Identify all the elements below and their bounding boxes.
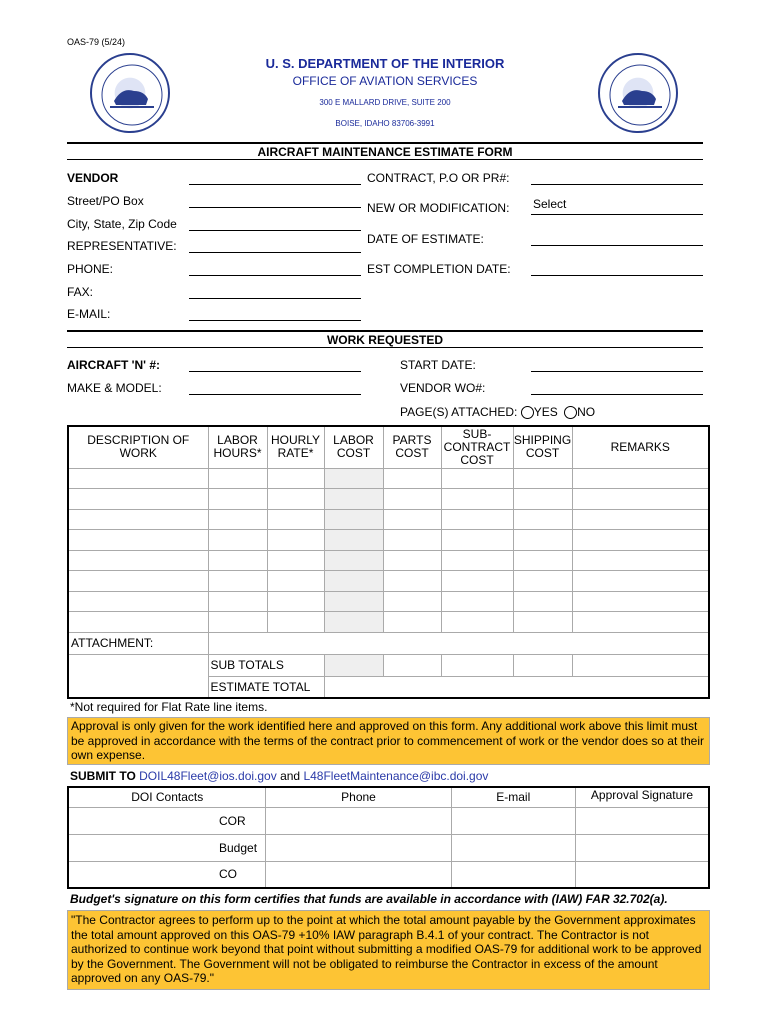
cell-labor-hours[interactable] (208, 468, 267, 489)
completion-date-field[interactable] (531, 275, 703, 276)
contacts-table (67, 786, 710, 889)
attachment-field[interactable] (208, 632, 709, 654)
cell-remarks[interactable] (572, 550, 709, 571)
cell-hourly-rate[interactable] (267, 468, 324, 489)
cell-subcontract-cost[interactable] (441, 550, 513, 571)
cell-parts-cost[interactable] (383, 468, 441, 489)
street-field[interactable] (189, 207, 361, 208)
col-subcontract-cost: SUB-CONTRACT COST (441, 426, 513, 468)
co-phone[interactable] (266, 861, 451, 888)
attachment-label: ATTACHMENT: (68, 632, 208, 654)
budget-signature[interactable] (575, 834, 709, 861)
col-phone: Phone (266, 787, 451, 807)
cell-parts-cost[interactable] (383, 489, 441, 510)
city-label: City, State, Zip Code (67, 217, 177, 231)
work-row (68, 489, 709, 510)
cell-hourly-rate[interactable] (267, 509, 324, 530)
cell-description[interactable] (68, 468, 208, 489)
agency-name: U. S. DEPARTMENT OF THE INTERIOR (265, 56, 505, 71)
submit-email-1[interactable]: DOIL48Fleet@ios.doi.gov (139, 769, 277, 783)
subtotal-parts (383, 654, 441, 676)
cor-phone[interactable] (266, 807, 451, 834)
col-doi-contacts: DOI Contacts (68, 787, 266, 807)
cell-subcontract-cost[interactable] (441, 489, 513, 510)
cell-description[interactable] (68, 530, 208, 551)
cell-hourly-rate[interactable] (267, 571, 324, 592)
representative-field[interactable] (189, 252, 361, 253)
col-email: E-mail (451, 787, 575, 807)
no-label: NO (577, 405, 596, 419)
cell-shipping-cost[interactable] (513, 550, 572, 571)
cell-hourly-rate[interactable] (267, 591, 324, 612)
cell-labor-hours[interactable] (208, 612, 267, 633)
work-row (68, 612, 709, 633)
cell-labor-cost (324, 489, 383, 510)
doi-seal-right (598, 53, 678, 133)
co-signature[interactable] (575, 861, 709, 888)
cell-hourly-rate[interactable] (267, 530, 324, 551)
cell-remarks[interactable] (572, 591, 709, 612)
contract-field[interactable] (531, 184, 703, 185)
subtotals-label: SUB TOTALS (208, 654, 324, 676)
estimate-total-row (68, 676, 709, 698)
office-name: OFFICE OF AVIATION SERVICES (292, 74, 478, 88)
vendor-label: VENDOR (67, 171, 119, 185)
start-date-label: START DATE: (400, 358, 476, 372)
make-model-label: MAKE & MODEL: (67, 381, 162, 395)
pages-attached-label: PAGE(S) ATTACHED: (400, 405, 518, 419)
contact-row-cor (68, 807, 709, 834)
work-row (68, 571, 709, 592)
pages-attached-row (400, 405, 595, 419)
col-parts-cost: PARTS COST (383, 426, 441, 468)
phone-label: PHONE: (67, 262, 114, 276)
date-of-estimate-field[interactable] (531, 245, 703, 246)
cell-labor-hours[interactable] (208, 591, 267, 612)
cell-shipping-cost[interactable] (513, 489, 572, 510)
col-remarks: REMARKS (572, 426, 709, 468)
cor-email[interactable] (451, 807, 575, 834)
cell-description[interactable] (68, 509, 208, 530)
letterhead (170, 56, 600, 128)
form-id: OAS-79 (5/24) (67, 37, 126, 47)
representative-label: REPRESENTATIVE: (67, 239, 177, 253)
cell-remarks[interactable] (572, 571, 709, 592)
col-shipping-cost: SHIPPING COST (513, 426, 572, 468)
cell-labor-cost (324, 612, 383, 633)
cell-parts-cost[interactable] (383, 612, 441, 633)
no-radio[interactable] (564, 406, 577, 419)
cell-hourly-rate[interactable] (267, 550, 324, 571)
cell-labor-cost (324, 530, 383, 551)
doi-seal-left (90, 53, 170, 133)
make-model-field[interactable] (189, 394, 361, 395)
date-of-estimate-label: DATE OF ESTIMATE: (367, 232, 484, 246)
cell-subcontract-cost[interactable] (441, 591, 513, 612)
cell-remarks[interactable] (572, 468, 709, 489)
new-or-modification-underline (531, 214, 703, 215)
subtotal-labor (324, 654, 383, 676)
cell-labor-hours[interactable] (208, 550, 267, 571)
cell-remarks[interactable] (572, 509, 709, 530)
email-label: E-MAIL: (67, 307, 111, 321)
subtotals-row (68, 654, 709, 676)
fax-label: FAX: (67, 285, 94, 299)
vendor-wo-field[interactable] (531, 394, 703, 395)
cell-labor-hours[interactable] (208, 509, 267, 530)
work-row (68, 509, 709, 530)
submit-label: SUBMIT TO (70, 769, 136, 783)
cell-parts-cost[interactable] (383, 530, 441, 551)
yes-label: YES (533, 405, 558, 419)
table-header-row (68, 426, 709, 468)
cell-description[interactable] (68, 591, 208, 612)
attachment-row (68, 632, 709, 654)
yes-radio[interactable] (521, 406, 534, 419)
phone-field[interactable] (189, 275, 361, 276)
work-row (68, 468, 709, 489)
contact-row-co (68, 861, 709, 888)
completion-date-label: EST COMPLETION DATE: (367, 262, 511, 276)
cell-shipping-cost[interactable] (513, 530, 572, 551)
aircraft-n-field[interactable] (189, 371, 361, 372)
cell-remarks[interactable] (572, 489, 709, 510)
work-row (68, 550, 709, 571)
cell-subcontract-cost[interactable] (441, 530, 513, 551)
contact-role-co: CO (68, 861, 266, 888)
cell-hourly-rate[interactable] (267, 489, 324, 510)
contact-row-budget (68, 834, 709, 861)
cell-description[interactable] (68, 612, 208, 633)
col-labor-cost: LABOR COST (324, 426, 383, 468)
subtotal-subcontract (441, 654, 513, 676)
subtotal-remarks (572, 654, 709, 676)
cell-labor-hours[interactable] (208, 489, 267, 510)
budget-phone[interactable] (266, 834, 451, 861)
cell-labor-cost (324, 591, 383, 612)
cell-labor-cost (324, 468, 383, 489)
address-line1: 300 E MALLARD DRIVE, SUITE 200 (319, 98, 451, 107)
cell-description[interactable] (68, 550, 208, 571)
co-email[interactable] (451, 861, 575, 888)
cell-remarks[interactable] (572, 612, 709, 633)
cell-shipping-cost[interactable] (513, 571, 572, 592)
cell-labor-hours[interactable] (208, 571, 267, 592)
budget-email[interactable] (451, 834, 575, 861)
aircraft-n-label: AIRCRAFT 'N' #: (67, 358, 161, 372)
estimate-total-label: ESTIMATE TOTAL (208, 676, 324, 698)
subtotal-shipping (513, 654, 572, 676)
work-row (68, 530, 709, 551)
contact-role-budget: Budget (68, 834, 266, 861)
cell-parts-cost[interactable] (383, 550, 441, 571)
submit-email-2[interactable]: L48FleetMaintenance@ibc.doi.gov (303, 769, 489, 783)
contract-label: CONTRACT, P.O OR PR#: (367, 171, 510, 185)
cell-labor-cost (324, 550, 383, 571)
cell-parts-cost[interactable] (383, 509, 441, 530)
contractor-note: "The Contractor agrees to perform up to the point at which the total amount payable by the Government approximates the total amount approved on this OAS-79 +10% IAW paragraph B.4.1 of your contract. The Contractor is not authorized to continue work beyond that point without submitting a modified OAS-79 for additional work to be approved by the Government. The Government will not be obligated to reimburse the Contractor in excess of the amount approved on any OAS-79." (67, 910, 710, 990)
fax-field[interactable] (189, 298, 361, 299)
new-or-modification-select[interactable]: Select (533, 197, 567, 211)
estimate-total-value (324, 676, 709, 698)
cell-description[interactable] (68, 489, 208, 510)
email-field[interactable] (189, 320, 361, 321)
form-title: AIRCRAFT MAINTENANCE ESTIMATE FORM (67, 142, 703, 160)
cell-subcontract-cost[interactable] (441, 468, 513, 489)
work-table (67, 425, 710, 699)
cell-subcontract-cost[interactable] (441, 509, 513, 530)
work-requested-title: WORK REQUESTED (67, 330, 703, 348)
cell-parts-cost[interactable] (383, 591, 441, 612)
cell-subcontract-cost[interactable] (441, 571, 513, 592)
contacts-header-row (68, 787, 709, 807)
new-or-modification-label: NEW OR MODIFICATION: (367, 201, 510, 215)
cell-labor-hours[interactable] (208, 530, 267, 551)
col-description: DESCRIPTION OF WORK (68, 426, 208, 468)
cell-description[interactable] (68, 571, 208, 592)
contact-role-cor: COR (68, 807, 266, 834)
cell-labor-cost (324, 509, 383, 530)
cell-shipping-cost[interactable] (513, 612, 572, 633)
address-line2: BOISE, IDAHO 83706-3991 (335, 119, 435, 128)
approval-note: Approval is only given for the work identified here and approved on this form. Any additional work above this limit must be approved in accordance with the terms of the contract prior to commencement of work or the vendor does so at their own expense. (67, 717, 710, 765)
city-field[interactable] (189, 230, 361, 231)
cell-subcontract-cost[interactable] (441, 612, 513, 633)
street-label: Street/PO Box (67, 194, 144, 208)
col-hourly-rate: HOURLY RATE* (267, 426, 324, 468)
work-row (68, 591, 709, 612)
col-labor-hours: LABOR HOURS* (208, 426, 267, 468)
cell-shipping-cost[interactable] (513, 591, 572, 612)
vendor-wo-label: VENDOR WO#: (400, 381, 486, 395)
cell-labor-cost (324, 571, 383, 592)
cell-shipping-cost[interactable] (513, 468, 572, 489)
submit-row (70, 769, 488, 783)
cor-signature[interactable] (575, 807, 709, 834)
submit-and: and (280, 769, 301, 783)
cell-shipping-cost[interactable] (513, 509, 572, 530)
cell-hourly-rate[interactable] (267, 612, 324, 633)
start-date-field[interactable] (531, 371, 703, 372)
col-approval-signature: Approval Signature (575, 787, 709, 807)
cell-parts-cost[interactable] (383, 571, 441, 592)
cell-remarks[interactable] (572, 530, 709, 551)
budget-note: Budget's signature on this form certifies that funds are available in accordance with (IAW) FAR 32.702(a). (70, 892, 668, 906)
flat-rate-footnote: *Not required for Flat Rate line items. (70, 700, 268, 714)
vendor-field[interactable] (189, 184, 361, 185)
